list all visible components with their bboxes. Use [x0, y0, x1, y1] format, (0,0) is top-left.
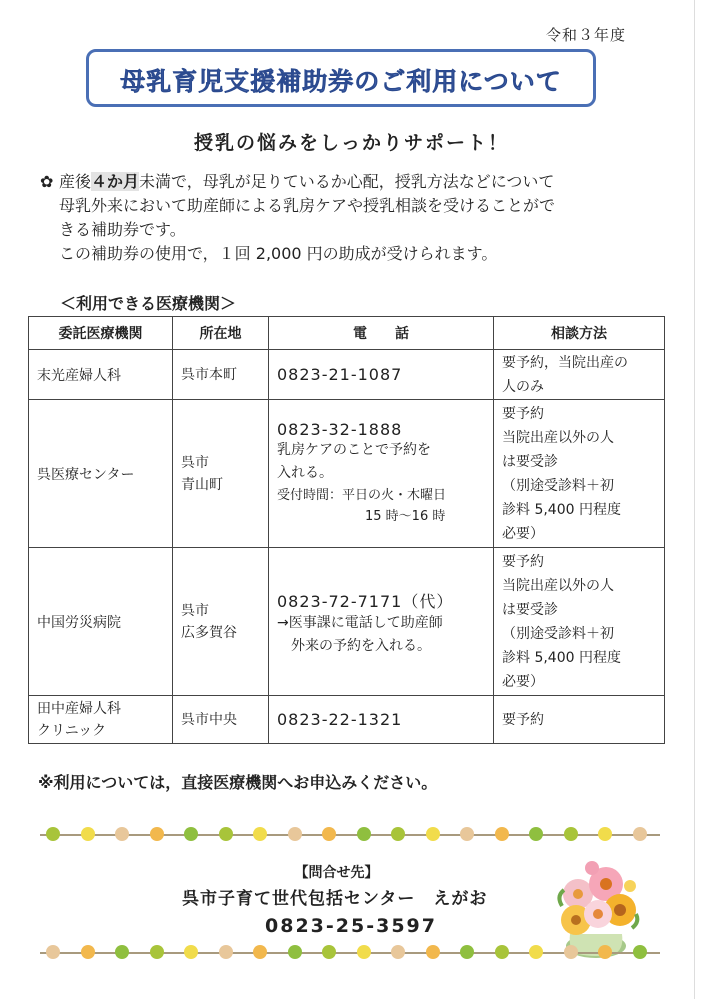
location: 呉市 広多賀谷: [173, 548, 269, 696]
phone-cell: [269, 696, 494, 744]
phone-cell: 0823-72-7171（代） →医事課に電話して助産師 外来の予約を入れる。: [269, 548, 494, 696]
fiscal-year: 令和３年度: [546, 26, 627, 44]
method-cell: 要予約 当院出産以外の人 は要受診 （別途受診料＋初 診料 5,400 円程度 必要）: [494, 548, 665, 696]
page-title: 母乳育児支援補助券のご利用について: [120, 67, 562, 96]
garland-dot: [81, 827, 95, 841]
garland-dot: [219, 945, 233, 959]
garland-dot: [322, 827, 336, 841]
method-cell: 要予約 当院出産以外の人 は要受診 （別途受診料＋初 診料 5,400 円程度 必要）: [494, 400, 665, 548]
garland-dot: [357, 945, 371, 959]
highlight-four-months: ４か月: [91, 172, 140, 191]
phone-number: 0823-21-1087: [277, 365, 403, 384]
garland-dot: [46, 827, 60, 841]
dot-garland-bottom: [40, 944, 660, 960]
table-row: [29, 548, 665, 696]
garland-dot: [219, 827, 233, 841]
garland-dot: [564, 827, 578, 841]
garland-dot: [184, 827, 198, 841]
phone-cell: [269, 350, 494, 400]
table-row: [29, 696, 665, 744]
garland-dot: [633, 827, 647, 841]
intro-line-1: ✿ 産後４か月未満で，母乳が足りているか心配，授乳方法などについて: [40, 170, 650, 194]
header-phone: 電 話: [269, 317, 494, 350]
garland-dot: [598, 827, 612, 841]
table-row: [29, 350, 665, 400]
phone-cell: 0823-32-1888 乳房ケアのことで予約を 入れる。 受付時間：平日の火・木曜日 15 時～16 時: [269, 400, 494, 548]
subtitle: 授乳の悩みをしっかりサポート！: [193, 132, 509, 154]
garland-dot: [426, 945, 440, 959]
contact-organization: 呉市子育て世代包括センター えがお: [182, 889, 488, 909]
table-header-row: [29, 317, 665, 350]
contact-label: 【問合せ先】: [294, 865, 379, 881]
garland-dot: [288, 945, 302, 959]
notice-text: ※利用については，直接医療機関へお申込みください。: [38, 773, 438, 792]
institution-name: 中国労災病院: [29, 548, 173, 696]
garland-dot: [150, 945, 164, 959]
institution-name: 末光産婦人科: [29, 350, 173, 400]
institution-name: 呉医療センター: [29, 400, 173, 548]
header-location: 所在地: [173, 317, 269, 350]
garland-dot: [529, 945, 543, 959]
flower-bullet-icon: ✿: [40, 172, 54, 191]
garland-dot: [46, 945, 60, 959]
header-method: 相談方法: [494, 317, 665, 350]
location: 呉市中央: [173, 696, 269, 744]
intro-line-4: この補助券の使用で，１回 2,000 円の助成が受けられます。: [59, 244, 498, 263]
garland-dot: [460, 827, 474, 841]
phone-number: 0823-22-1321: [277, 710, 403, 729]
garland-dot: [391, 945, 405, 959]
reception-hours: 受付時間：平日の火・木曜日: [277, 488, 447, 503]
method-cell: 要予約: [494, 696, 665, 744]
garland-dot: [633, 945, 647, 959]
intro-paragraph: [40, 170, 650, 266]
garland-dot: [357, 827, 371, 841]
institution-name: 田中産婦人科 クリニック: [29, 696, 173, 744]
institutions-table: [28, 316, 665, 744]
garland-dot: [322, 945, 336, 959]
garland-dot: [81, 945, 95, 959]
garland-dot: [495, 945, 509, 959]
location: 呉市本町: [173, 350, 269, 400]
table-heading: ＜利用できる医療機関＞: [60, 294, 237, 313]
garland-dot: [253, 945, 267, 959]
phone-number: 0823-72-7171（代）: [277, 592, 454, 611]
garland-dot: [184, 945, 198, 959]
title-frame: [86, 49, 596, 107]
garland-dot: [115, 945, 129, 959]
header-institution: 委託医療機関: [29, 317, 173, 350]
dot-garland-top: [40, 826, 660, 842]
phone-number: 0823-32-1888: [277, 420, 403, 439]
garland-dot: [150, 827, 164, 841]
garland-dot: [598, 945, 612, 959]
garland-dot: [529, 827, 543, 841]
garland-dot: [115, 827, 129, 841]
garland-dot: [564, 945, 578, 959]
contact-phone: 0823-25-3597: [265, 915, 437, 937]
garland-dot: [288, 827, 302, 841]
garland-dot: [426, 827, 440, 841]
location: 呉市 青山町: [173, 400, 269, 548]
garland-dot: [391, 827, 405, 841]
method-cell: 要予約，当院出産の 人のみ: [494, 350, 665, 400]
garland-dot: [460, 945, 474, 959]
garland-dot: [495, 827, 509, 841]
garland-dot: [253, 827, 267, 841]
intro-line-3: きる補助券です。: [59, 220, 186, 239]
intro-line-2: 母乳外来において助産師による乳房ケアや授乳相談を受けることがで: [59, 196, 556, 215]
table-row: [29, 400, 665, 548]
